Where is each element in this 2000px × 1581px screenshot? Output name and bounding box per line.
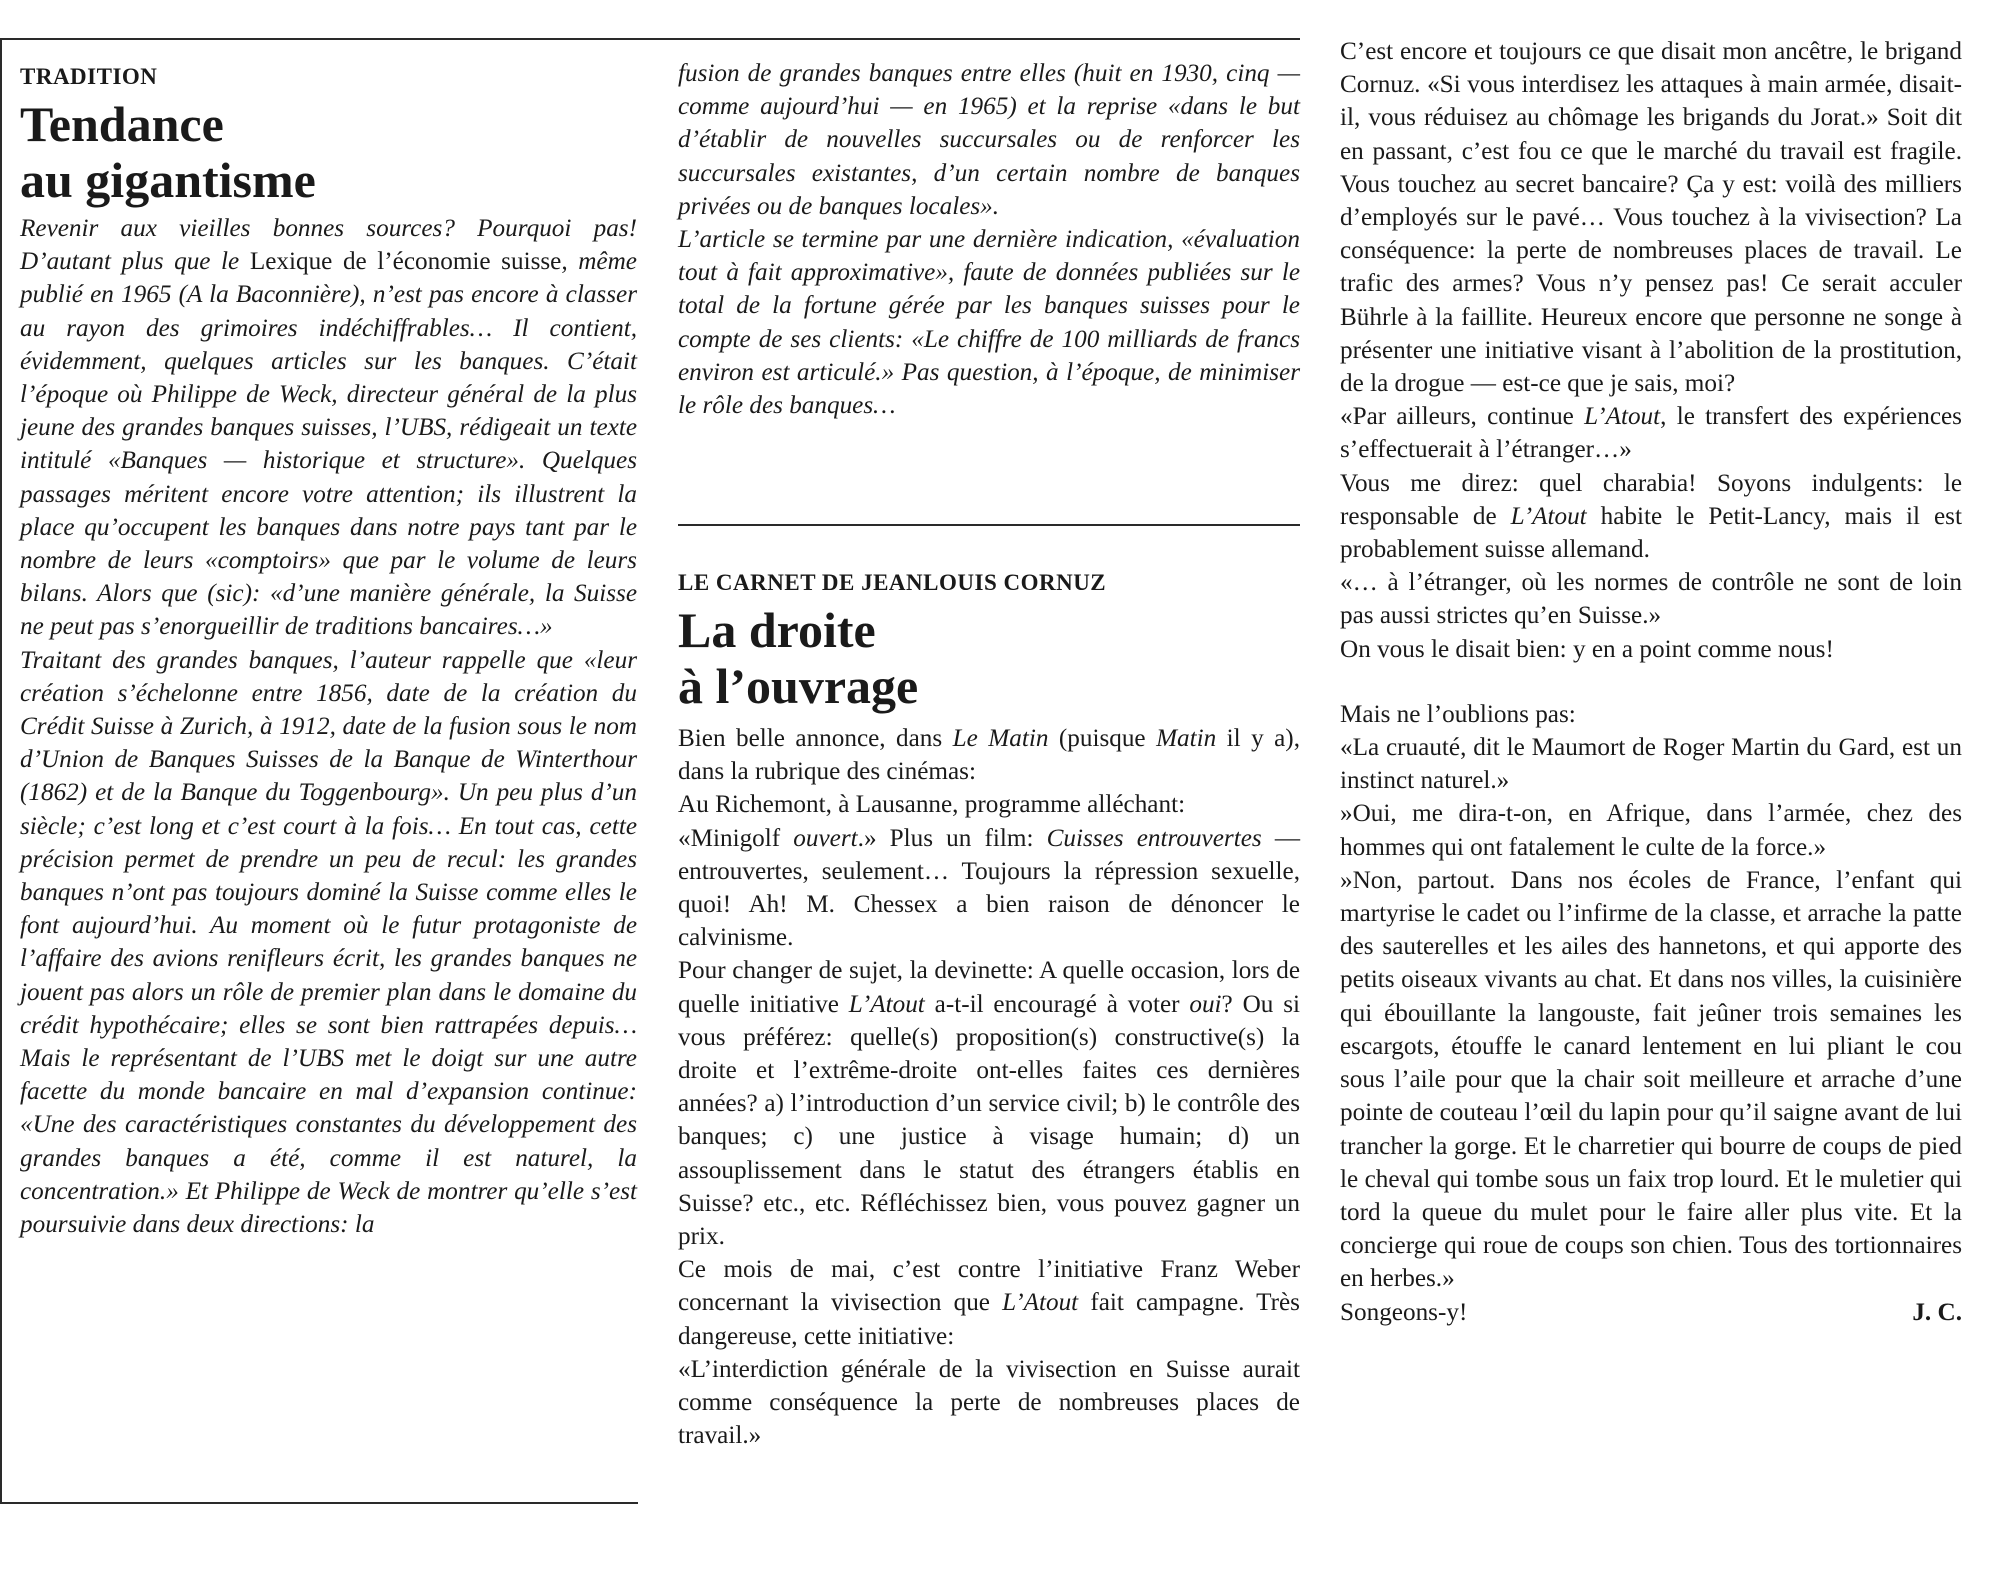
paragraph: «Minigolf ouvert.» Plus un film: Cuisses entrouvertes — entrouvertes, seulement… Toujours la répression sexuelle, quoi! Ah! M. Chessex a bien raison de dénoncer le calvinisme. bbox=[678, 824, 1301, 952]
paragraph: L’article se termine par une dernière indication, «évaluation tout à fait approximative», faute de données publiées sur le total de la fortune gérée par les banques suisses pour le compte de ses clients: «Le chiffre de 100 milliards de francs environ est articulé.» Pas question, à l’époque, de minimiser le rôle des banques… bbox=[678, 226, 1300, 420]
headline-line-1: La droite bbox=[678, 602, 876, 658]
bottom-left-rule bbox=[0, 1502, 638, 1504]
article-cornuz bbox=[678, 568, 1300, 1452]
paragraph: Vous me direz: quel charabia! Soyons indulgents: le responsable de L’Atout habite le Petit-Lancy, mais il est probablement suisse allemand. bbox=[1340, 469, 1962, 564]
article-headline bbox=[20, 96, 637, 208]
paragraph: Bien belle annonce, dans Le Matin (puisque Matin il y a), dans la rubrique des cinémas: bbox=[678, 725, 1300, 786]
paragraph: «L’interdiction générale de la vivisection en Suisse aurait comme conséquence la perte de nombreuses places de travail.» bbox=[678, 1355, 1300, 1450]
article-cornuz-part1 bbox=[678, 57, 1300, 422]
book-title: Lexique de l’économie suisse bbox=[249, 248, 562, 276]
paragraph: On vous le disait bien: y en a point comme nous! bbox=[1340, 635, 1834, 663]
paragraph: Pour changer de sujet, la devinette: A quelle occasion, lors de quelle initiative L’Atout a-t-il encouragé à voter oui? Ou si vous préférez: quelle(s) proposition(s) constructive(s) la droite et l’extrême-droite ont-elles faites ces dernières années? a) l’introduction d’un service civil; b) le contrôle des banques; c) une justice à visage humain; d) un assouplissement dans le statut des étrangers établis en Suisse? etc., etc. Réfléchissez bien, vous pouvez gagner un prix. bbox=[678, 957, 1300, 1251]
article-headline bbox=[678, 602, 1300, 714]
headline-line-2: au gigantisme bbox=[20, 152, 316, 208]
closing-text: Songeons-y! bbox=[1340, 1298, 1468, 1326]
top-rule bbox=[0, 38, 1300, 40]
closing-line bbox=[1340, 1296, 1962, 1329]
paragraph: «… à l’étranger, où les normes de contrôle ne sont de loin pas aussi strictes qu’en Suisse.» bbox=[1340, 569, 1962, 630]
section-kicker: LE CARNET DE JEANLOUIS CORNUZ bbox=[678, 570, 1107, 595]
paragraph: «Par ailleurs, continue L’Atout, le transfert des expériences s’effectuerait à l’étranger…» bbox=[1340, 403, 1962, 464]
signature: J. C. bbox=[1912, 1298, 1962, 1326]
paragraph-spacer bbox=[1340, 666, 1962, 698]
paragraph: Revenir aux vieilles bonnes sources? Pourquoi pas! D’autant plus que le Lexique de l’économie suisse, même publié en 1965 (A la Baconnière), n’est pas encore à classer au rayon des grimoires indéchiffrables… Il contient, évidemment, quelques articles sur les banques. C’était l’époque où Philippe de Weck, directeur général de la plus jeune des grandes banques suisses, l’UBS, rédigeait un texte intitulé «Banques — historique et structure». Quelques passages méritent encore votre attention; ils illustrent la place qu’occupent les banques dans notre pays tant par le nombre de leurs «comptoirs» que par le volume de leurs bilans. Alors que (sic): «d’une manière générale, la Suisse ne peut pas s’enorgueillir de traditions bancaires…» bbox=[20, 215, 637, 641]
paragraph: »Oui, me dira-t-on, en Afrique, dans l’armée, chez des hommes qui ont fatalement le culte de la force.» bbox=[1340, 800, 1962, 861]
article-tradition bbox=[20, 62, 637, 1241]
headline-line-2: à l’ouvrage bbox=[678, 658, 919, 714]
left-margin-rule bbox=[0, 38, 2, 1502]
paragraph: fusion de grandes banques entre elles (huit en 1930, cinq — comme aujourd’hui — en 1965) et la reprise «dans le but d’établir de nouvelles succursales ou de renforcer les succursales existantes, d’un certain nombre de banques privées ou de banques locales». bbox=[678, 60, 1300, 220]
headline-line-1: Tendance bbox=[20, 96, 224, 152]
paragraph: »Non, partout. Dans nos écoles de France, l’enfant qui martyrise le cadet ou l’infirme de la classe, et arrache la patte des sauterelles et les ailes des hannetons, et qui apporte des petits oiseaux vivants au chat. Et dans nos villes, la cuisinière qui ébouillante la langouste, fait jeûner trois semaines les escargots, étouffe le canard lentement en lui pliant le cou sous l’aile pour que la chair soit meilleure et arrache d’une pointe de couteau l’œil du lapin pour qu’il saigne avant de lui trancher la gorge. Et le charretier qui bourre de coups de pied le cheval qui tombe sous un faix trop lourd. Et le muletier qui tord la queue du mulet pour le faire aller plus vite. Et la concierge qui roue de coups son chien. Tous des tortionnaires en herbes.» bbox=[1340, 866, 1962, 1293]
paragraph: Ce mois de mai, c’est contre l’initiative Franz Weber concernant la vivisection que L’Atout fait campagne. Très dangereuse, cette initiative: bbox=[678, 1256, 1300, 1350]
paragraph: C’est encore et toujours ce que disait mon ancêtre, le brigand Cornuz. «Si vous interdisez les attaques à main armée, disait-il, vous réduisez au chômage les brigands du Jorat.» Soit dit en passant, c’est fou ce que le marché du travail est fragile. Vous touchez au secret bancaire? Ça y est: voilà des milliers d’employés sur le pavé… Vous touchez à la vivisection? La conséquence: la perte de nombreuses places de travail. Le trafic des armes? Vous n’y pensez pas! Ce serait acculer Bührle à la faillite. Heureux encore que personne ne songe à présenter une initiative visant à l’abolition de la prostitution, de la drogue — est-ce que je sais, moi? bbox=[1340, 38, 1962, 398]
section-kicker: TRADITION bbox=[20, 64, 158, 89]
middle-section-rule bbox=[678, 524, 1300, 526]
paragraph: Traitant des grandes banques, l’auteur rappelle que «leur création s’échelonne entre 1856, date de la création du Crédit Suisse à Zurich, à 1912, date de la fusion sous le nom d’Union de Banques Suisses de la Banque de Winterthour (1862) et de la Banque du Toggenbourg». Un peu plus d’un siècle; c’est long et c’est court à la fois… En tout cas, cette précision permet de prendre un peu de recul: les grandes banques n’ont pas toujours dominé la Suisse comme elles le font aujourd’hui. Au moment où le futur protagoniste de l’affaire des avions renifleurs écrit, les grandes banques ne jouent pas alors un rôle de premier plan dans le domaine du crédit hypothécaire; elles se sont bien rattrapées depuis… Mais le représentant de l’UBS met le doigt sur une autre facette du monde bancaire en mal d’expansion continue: «Une des caractéristiques constantes du développement des grandes banques a été, comme il est naturel, la concentration.» Et Philippe de Weck de montrer qu’elle s’est poursuivie dans deux directions: la bbox=[20, 646, 637, 1239]
paragraph: Mais ne l’oublions pas: bbox=[1340, 700, 1576, 728]
paragraph: Au Richemont, à Lausanne, programme alléchant: bbox=[678, 791, 1186, 819]
article-cornuz-part2 bbox=[1340, 35, 1962, 1329]
paragraph: «La cruauté, dit le Maumort de Roger Martin du Gard, est un instinct naturel.» bbox=[1340, 734, 1962, 795]
